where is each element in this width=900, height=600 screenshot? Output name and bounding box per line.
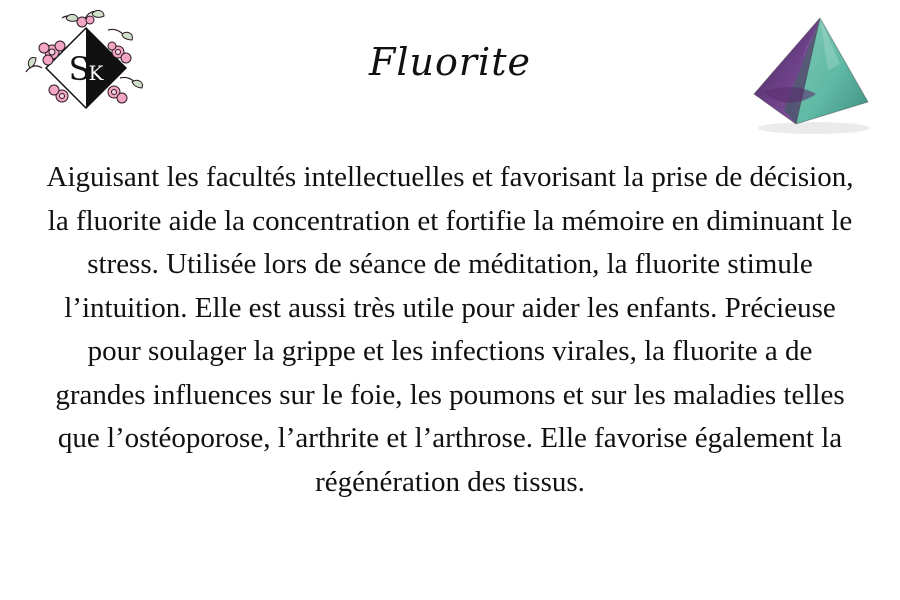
page-title: Fluorite	[369, 40, 531, 84]
fluorite-crystal-icon	[744, 12, 876, 136]
logo-monogram: SK	[68, 50, 104, 88]
description-text: Aiguisant les facultés intellectuelles et favorisant la prise de décision, la fluorite aide la concentration et fortifie la mémoire en diminuant le stress. Utilisée lors de séance de méditation, la fluorite stimule l’intuition. Elle est aussi très utile pour aider les enfants. Précieuse pour soulager la grippe et les infections virales, la fluorite a de grandes influences sur le foie, les poumons et sur les maladies telles que l’ostéoporose, l’arthrite et l’arthrose. Elle favorise également la régénération des tissus.	[46, 161, 854, 498]
